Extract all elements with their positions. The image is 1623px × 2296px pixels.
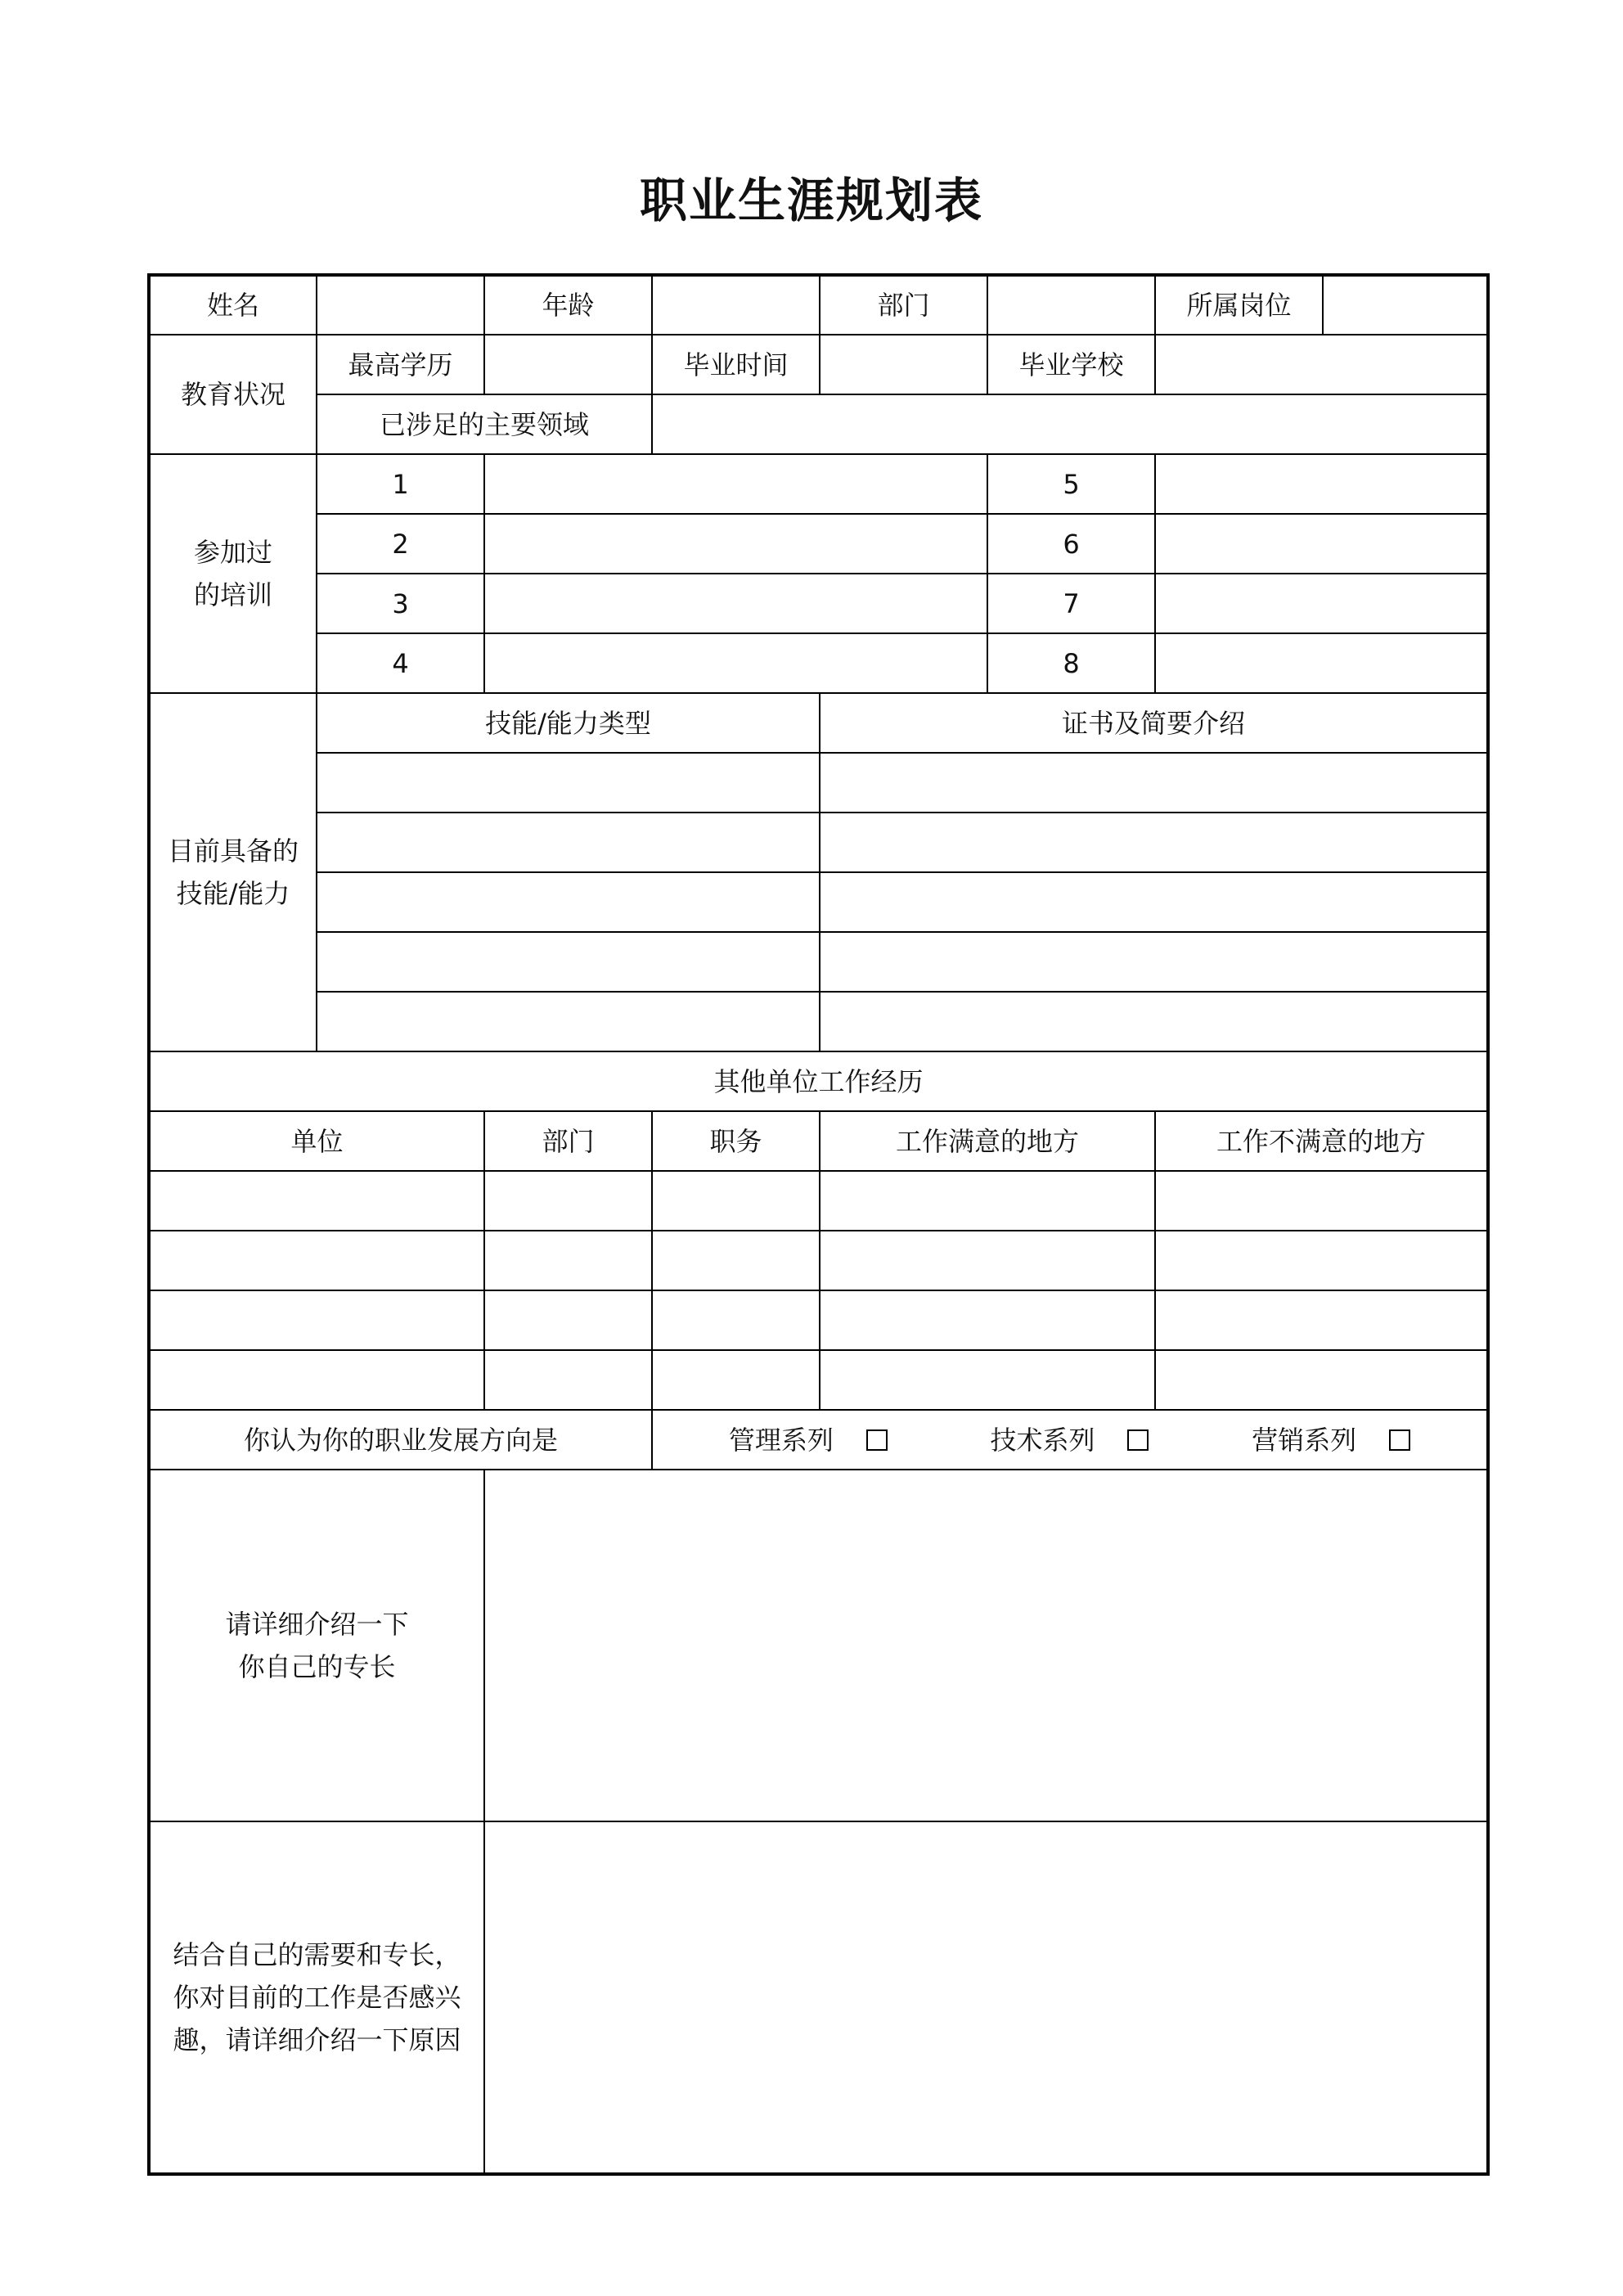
training-field[interactable]: [484, 454, 987, 514]
experience-title-row: [149, 1051, 1488, 1111]
grad-time-label: 毕业时间: [652, 335, 820, 394]
experience-dept-field[interactable]: [484, 1350, 652, 1410]
experience-unit-field[interactable]: [149, 1231, 484, 1290]
training-number: 6: [987, 514, 1155, 574]
education-label: 教育状况: [149, 335, 317, 454]
experience-row: [149, 1171, 1488, 1231]
specialty-label-line1: 请详细介绍一下: [225, 1609, 409, 1640]
direction-option-label: 技术系列: [990, 1424, 1095, 1456]
experience-header-unit: 单位: [149, 1111, 484, 1171]
skills-label-line2: 技能/能力: [176, 878, 290, 909]
experience-row: [149, 1290, 1488, 1350]
age-field[interactable]: [652, 275, 820, 335]
experience-position-field[interactable]: [652, 1231, 820, 1290]
cert-field[interactable]: [820, 992, 1488, 1051]
interest-row: [149, 1821, 1488, 2174]
dept-field[interactable]: [987, 275, 1155, 335]
direction-option-label: 管理系列: [728, 1424, 834, 1456]
school-field[interactable]: [1155, 335, 1488, 394]
experience-dept-field[interactable]: [484, 1231, 652, 1290]
direction-option-management[interactable]: [729, 1419, 888, 1461]
skill-row: [149, 813, 1488, 872]
post-field[interactable]: [1323, 275, 1488, 335]
experience-satisfied-field[interactable]: [820, 1290, 1155, 1350]
checkbox[interactable]: [1127, 1429, 1149, 1451]
skill-row: [149, 992, 1488, 1051]
skill-type-field[interactable]: [317, 992, 820, 1051]
checkbox[interactable]: [866, 1429, 888, 1451]
experience-dept-field[interactable]: [484, 1290, 652, 1350]
training-field[interactable]: [484, 633, 987, 693]
training-number: 8: [987, 633, 1155, 693]
skill-type-field[interactable]: [317, 932, 820, 992]
experience-header-satisfied: 工作满意的地方: [820, 1111, 1155, 1171]
interest-label-line1: 结合自己的需要和专长，: [173, 1939, 461, 1970]
training-row: [149, 574, 1488, 633]
grad-time-field[interactable]: [820, 335, 987, 394]
name-label: 姓名: [149, 275, 317, 335]
cert-field[interactable]: [820, 872, 1488, 932]
experience-unsatisfied-field[interactable]: [1155, 1350, 1488, 1410]
specialty-field[interactable]: [484, 1470, 1488, 1821]
specialty-row: [149, 1470, 1488, 1821]
degree-field[interactable]: [484, 335, 652, 394]
skill-row: [149, 753, 1488, 813]
training-row: [149, 454, 1488, 514]
training-field[interactable]: [484, 514, 987, 574]
direction-options: [652, 1410, 1488, 1470]
experience-row: [149, 1231, 1488, 1290]
fields-field[interactable]: [652, 394, 1488, 454]
training-row: [149, 514, 1488, 574]
experience-header-row: [149, 1111, 1488, 1171]
experience-satisfied-field[interactable]: [820, 1231, 1155, 1290]
training-number: 1: [317, 454, 484, 514]
experience-satisfied-field[interactable]: [820, 1171, 1155, 1231]
experience-position-field[interactable]: [652, 1290, 820, 1350]
skills-header-row: [149, 693, 1488, 753]
cert-field[interactable]: [820, 932, 1488, 992]
experience-header-dept: 部门: [484, 1111, 652, 1171]
training-row: [149, 633, 1488, 693]
direction-question: 你认为你的职业发展方向是: [149, 1410, 652, 1470]
skill-type-header: 技能/能力类型: [317, 693, 820, 753]
basic-info-row: [149, 275, 1488, 335]
direction-option-marketing[interactable]: [1252, 1419, 1410, 1461]
checkbox[interactable]: [1389, 1429, 1410, 1451]
cert-header: 证书及简要介绍: [820, 693, 1488, 753]
experience-header-position: 职务: [652, 1111, 820, 1171]
education-row-2: [149, 394, 1488, 454]
training-label: [149, 454, 317, 693]
interest-label-line3: 趣，请详细介绍一下原因: [173, 2024, 461, 2055]
degree-label: 最高学历: [317, 335, 484, 394]
school-label: 毕业学校: [987, 335, 1155, 394]
training-number: 4: [317, 633, 484, 693]
training-field[interactable]: [1155, 633, 1488, 693]
experience-satisfied-field[interactable]: [820, 1350, 1155, 1410]
training-number: 5: [987, 454, 1155, 514]
training-number: 7: [987, 574, 1155, 633]
interest-label: [149, 1821, 484, 2174]
interest-label-line2: 你对目前的工作是否感兴: [173, 1982, 461, 2013]
experience-unit-field[interactable]: [149, 1290, 484, 1350]
career-plan-form: [147, 273, 1490, 2176]
training-field[interactable]: [1155, 574, 1488, 633]
experience-section-title: 其他单位工作经历: [149, 1051, 1488, 1111]
skill-type-field[interactable]: [317, 753, 820, 813]
training-number: 2: [317, 514, 484, 574]
direction-option-technical[interactable]: [990, 1419, 1149, 1461]
post-label: 所属岗位: [1155, 275, 1323, 335]
page-title: 职业生涯规划表: [639, 173, 983, 228]
direction-option-label: 营销系列: [1252, 1424, 1357, 1456]
experience-unit-field[interactable]: [149, 1171, 484, 1231]
skill-row: [149, 932, 1488, 992]
experience-position-field[interactable]: [652, 1350, 820, 1410]
specialty-label: [149, 1470, 484, 1821]
direction-row: [149, 1410, 1488, 1470]
interest-field[interactable]: [484, 1821, 1488, 2174]
training-field[interactable]: [1155, 514, 1488, 574]
specialty-label-line2: 你自己的专长: [238, 1651, 396, 1682]
dept-label: 部门: [820, 275, 987, 335]
experience-unit-field[interactable]: [149, 1350, 484, 1410]
training-number: 3: [317, 574, 484, 633]
cert-field[interactable]: [820, 813, 1488, 872]
training-label-line1: 参加过: [193, 537, 272, 568]
fields-label: 已涉足的主要领域: [317, 394, 652, 454]
experience-header-unsatisfied: 工作不满意的地方: [1155, 1111, 1488, 1171]
skill-row: [149, 872, 1488, 932]
age-label: 年龄: [484, 275, 652, 335]
skills-label-line1: 目前具备的: [167, 835, 299, 867]
experience-row: [149, 1350, 1488, 1410]
training-field[interactable]: [1155, 454, 1488, 514]
education-row-1: [149, 335, 1488, 394]
training-label-line2: 的培训: [193, 579, 272, 610]
experience-unsatisfied-field[interactable]: [1155, 1290, 1488, 1350]
name-field[interactable]: [317, 275, 484, 335]
skills-label: [149, 693, 317, 1051]
experience-unsatisfied-field[interactable]: [1155, 1171, 1488, 1231]
experience-position-field[interactable]: [652, 1171, 820, 1231]
training-field[interactable]: [484, 574, 987, 633]
experience-unsatisfied-field[interactable]: [1155, 1231, 1488, 1290]
cert-field[interactable]: [820, 753, 1488, 813]
skill-type-field[interactable]: [317, 872, 820, 932]
skill-type-field[interactable]: [317, 813, 820, 872]
experience-dept-field[interactable]: [484, 1171, 652, 1231]
